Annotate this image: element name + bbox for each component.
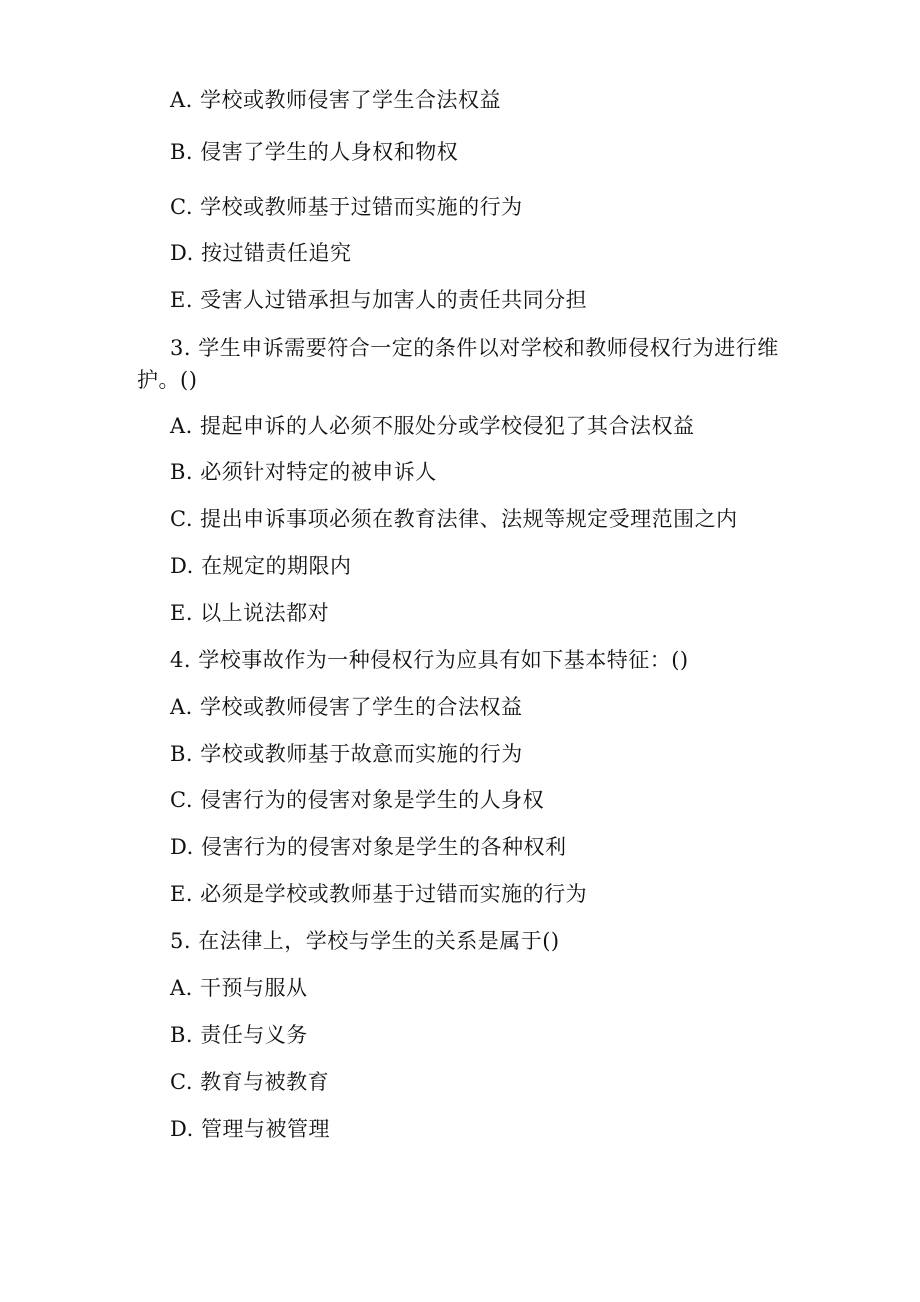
q5-stem: 5. 在法律上，学校与学生的关系是属于()	[170, 929, 560, 953]
q3-option-a: A. 提起申诉的人必须不服处分或学校侵犯了其合法权益	[170, 414, 695, 438]
q3-stem-line1: 3. 学生申诉需要符合一定的条件以对学校和教师侵权行为进行维	[170, 336, 779, 360]
q2-option-c: C. 学校或教师基于过错而实施的行为	[170, 195, 523, 219]
q3-option-e: E. 以上说法都对	[170, 601, 330, 625]
q5-option-d: D. 管理与被管理	[170, 1117, 330, 1141]
q3-option-d: D. 在规定的期限内	[170, 554, 352, 578]
q3-option-b: B. 必须针对特定的被申诉人	[170, 460, 437, 484]
q4-option-d: D. 侵害行为的侵害对象是学生的各种权利	[170, 835, 567, 859]
q4-option-e: E. 必须是学校或教师基于过错而实施的行为	[170, 882, 588, 906]
q2-option-b: B. 侵害了学生的人身权和物权	[170, 140, 459, 164]
q2-option-a: A. 学校或教师侵害了学生合法权益	[170, 88, 502, 112]
q2-option-e: E. 受害人过错承担与加害人的责任共同分担	[170, 288, 588, 312]
q4-option-c: C. 侵害行为的侵害对象是学生的人身权	[170, 788, 545, 812]
q5-option-c: C. 教育与被教育	[170, 1070, 330, 1094]
q4-option-b: B. 学校或教师基于故意而实施的行为	[170, 742, 523, 766]
q5-option-a: A. 干预与服从	[170, 976, 308, 1000]
q3-stem-line2: 护。()	[137, 368, 198, 392]
q4-option-a: A. 学校或教师侵害了学生的合法权益	[170, 695, 523, 719]
q5-option-b: B. 责任与义务	[170, 1023, 308, 1047]
q2-option-d: D. 按过错责任追究	[170, 241, 352, 265]
q4-stem: 4. 学校事故作为一种侵权行为应具有如下基本特征：()	[170, 648, 689, 672]
q3-option-c: C. 提出申诉事项必须在教育法律、法规等规定受理范围之内	[170, 507, 738, 531]
